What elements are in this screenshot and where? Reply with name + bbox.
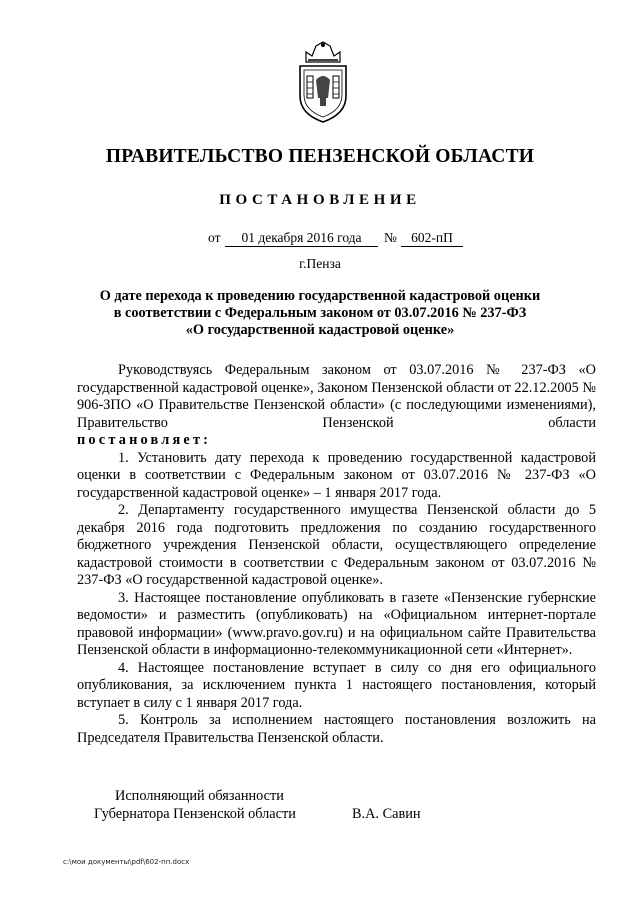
- penza-coat-of-arms-icon: [294, 40, 352, 125]
- preamble: Руководствуясь Федеральным законом от 03.07.2016 № 237-ФЗ «О государственной кадастровой оценке», Законом Пензенской области от 22.12.2005 № 906-ЗПО «О Правительстве Пензенской области» (с последующими изменениями), Правительство Пензенской области: [77, 362, 596, 431]
- subject-line-2: в соответствии с Федеральным законом от 03.07.2016 № 237-ФЗ: [113, 305, 527, 321]
- number-prefix: №: [384, 230, 397, 245]
- item-2: 2. Департаменту государственного имущества Пензенской области до 5 декабря 2016 года подготовить предложения по созданию государственного бюджетного учреждения Пензенской области, осуществляющего определение кадастровой стоимости в соответствии с Федеральным законом от 03.07.2016 № 237-ФЗ «О государственной кадастровой оценке».: [77, 502, 596, 588]
- document-body: [77, 362, 596, 747]
- decree-word: постановляет:: [77, 432, 212, 448]
- item-3: 3. Настоящее постановление опубликовать в газете «Пензенские губернские ведомости» и разместить (опубликовать) на «Официальном интернет-портале правовой информации» (www.pravo.gov.ru) и на официальном сайте Правительства Пензенской области в информационно-телекоммуникационной сети «Интернет».: [77, 589, 596, 658]
- subject-line-1: О дате перехода к проведению государственной кадастровой оценки: [99, 288, 541, 304]
- signer-position-line-1: Исполняющий обязанности: [115, 788, 284, 804]
- government-title: ПРАВИТЕЛЬСТВО ПЕНЗЕНСКОЙ ОБЛАСТИ: [105, 146, 535, 167]
- date-prefix: от: [208, 230, 221, 245]
- signer-name: В.А. Савин: [352, 806, 421, 822]
- document-type: ПОСТАНОВЛЕНИЕ: [219, 192, 421, 208]
- item-4: 4. Настоящее постановление вступает в силу со дня его официального опубликования, за исключением пункта 1 настоящего постановления, который вступает в силу с 1 января 2017 года.: [77, 659, 596, 711]
- signer-position-line-2: Губернатора Пензенской области: [94, 806, 296, 822]
- document-date: 01 декабря 2016 года: [225, 230, 378, 247]
- city: г.Пенза: [299, 256, 341, 271]
- document-number: 602-пП: [401, 230, 463, 247]
- document-subject: [80, 288, 560, 339]
- item-1: 1. Установить дату перехода к проведению государственной кадастровой оценки в соответствии с Федеральным законом от 03.07.2016 № 237-ФЗ «О государственной кадастровой оценке» – 1 января 2017 года.: [77, 449, 596, 501]
- file-path: c:\мои документы\pdf\602-пп.docx: [63, 858, 190, 866]
- item-5: 5. Контроль за исполнением настоящего постановления возложить на Председателя Правительства Пензенской области.: [77, 712, 596, 746]
- subject-line-3: «О государственной кадастровой оценке»: [185, 322, 455, 338]
